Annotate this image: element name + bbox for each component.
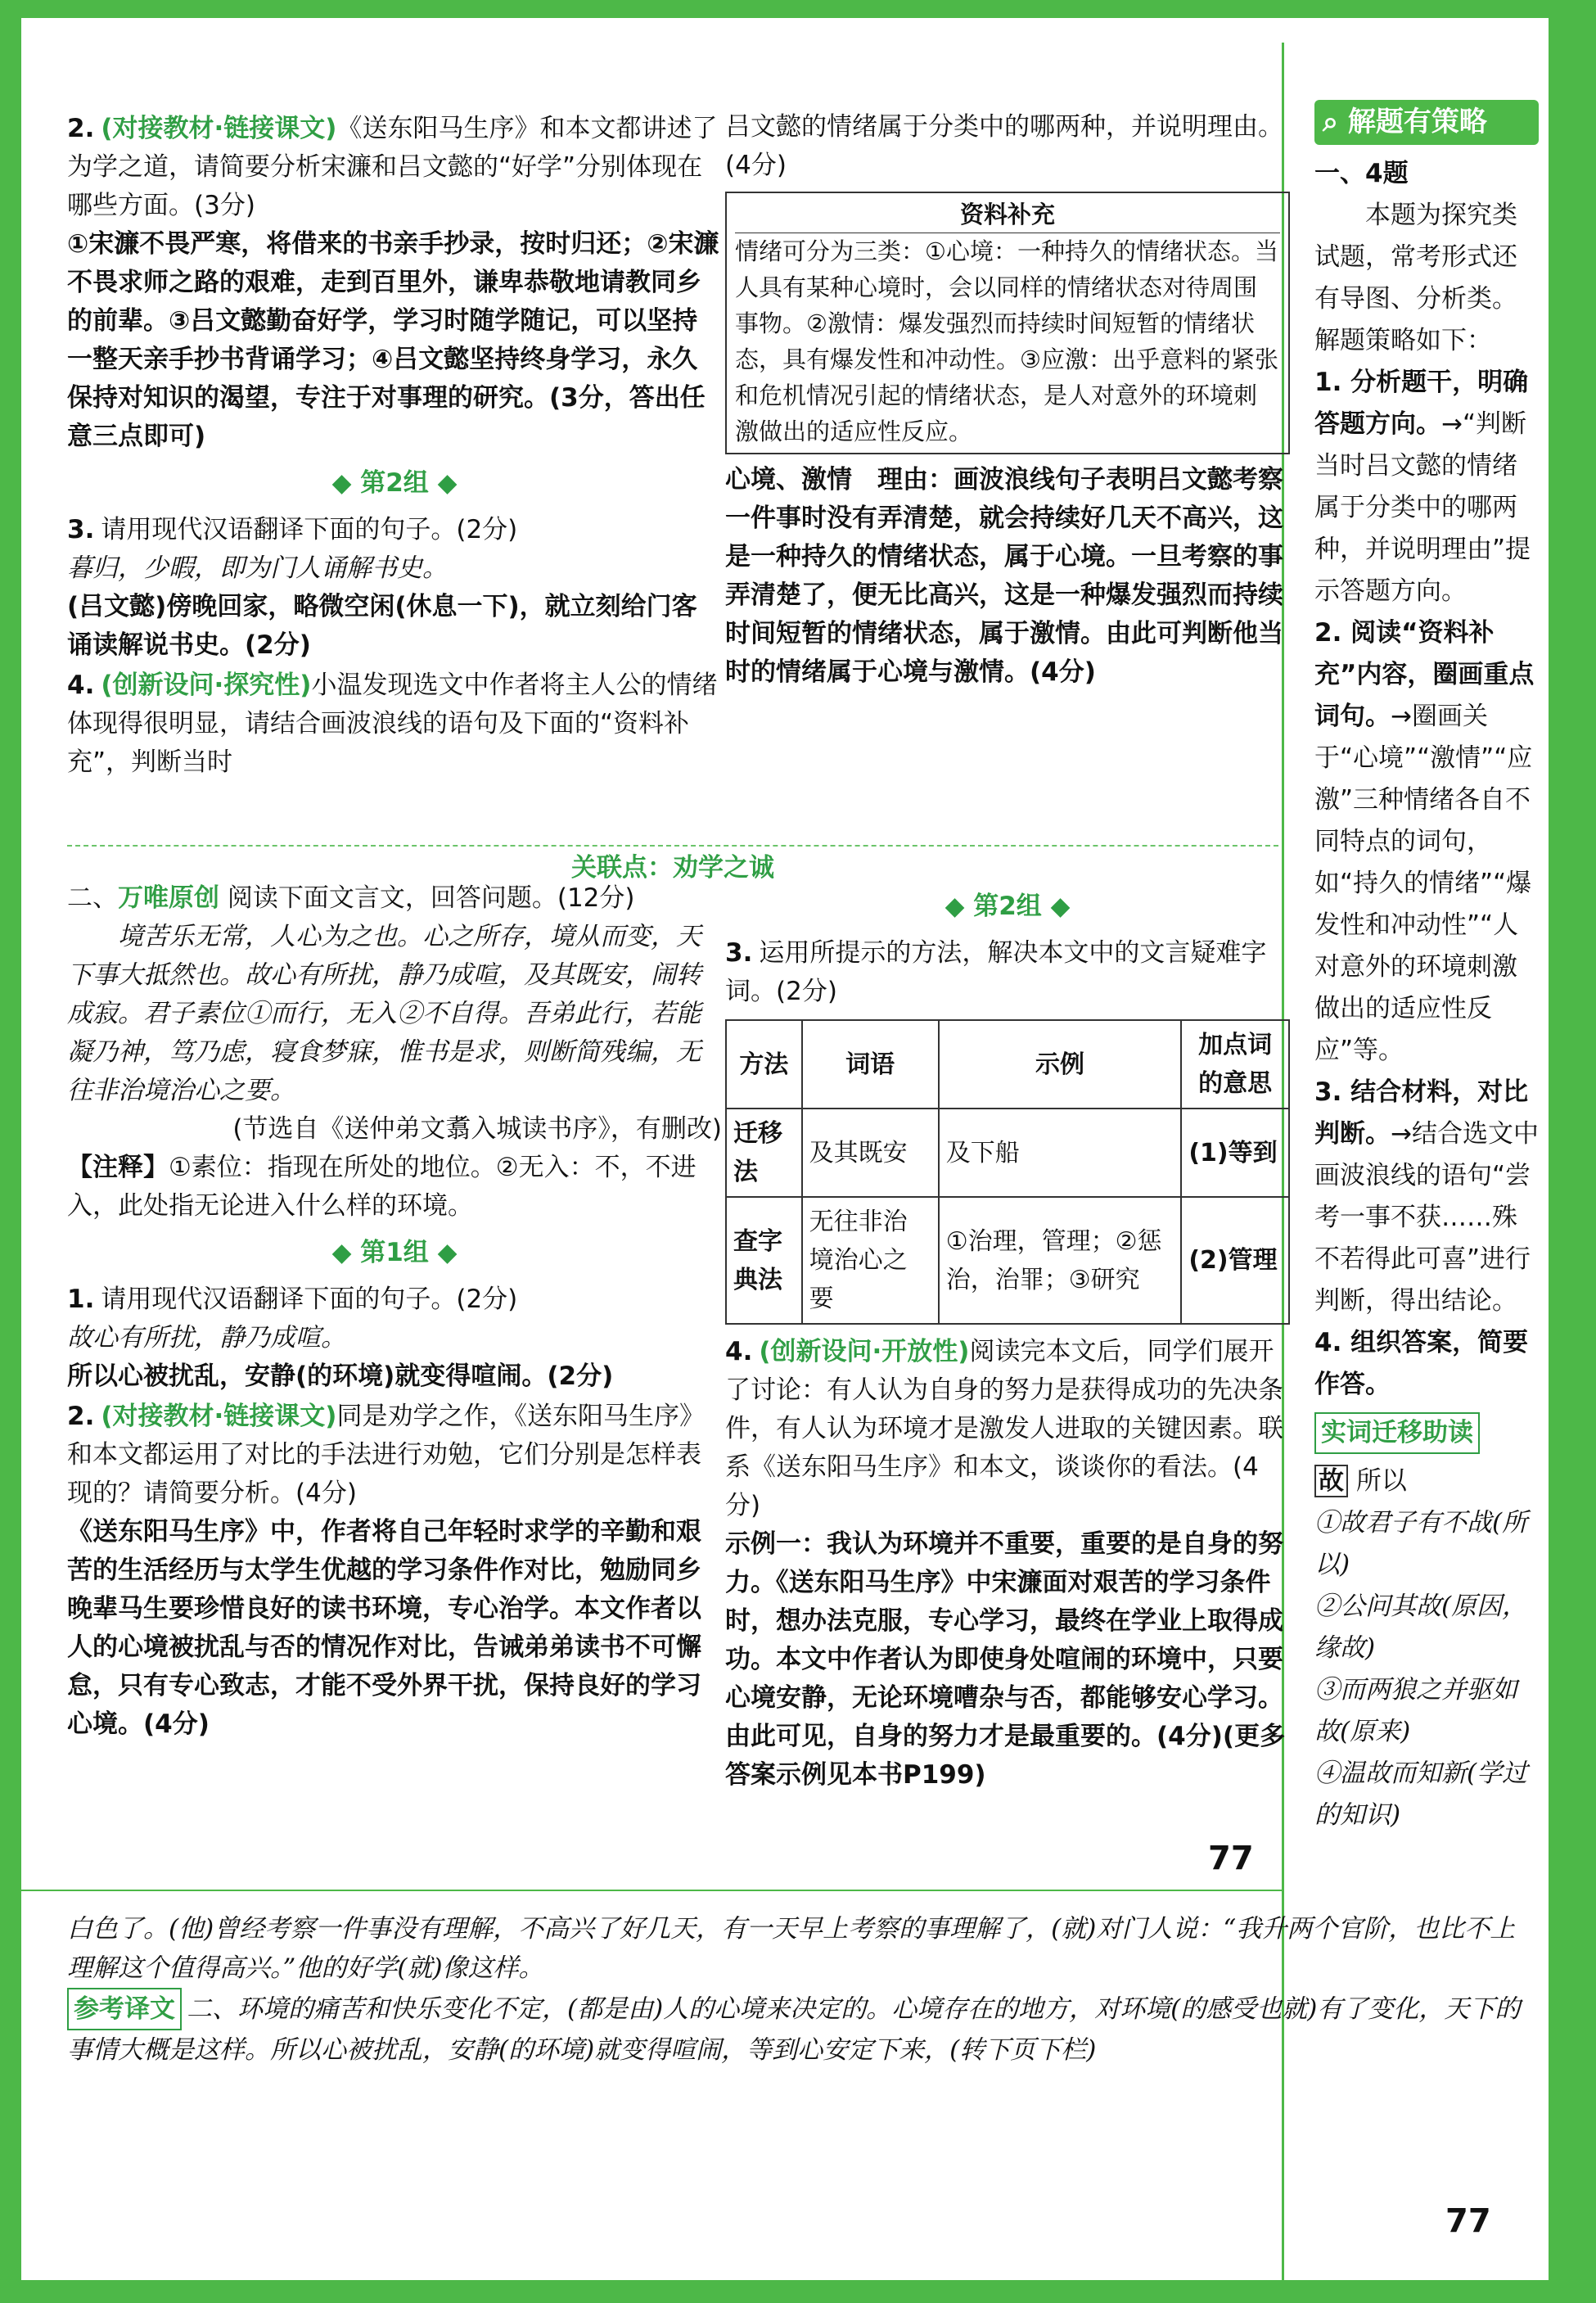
question-3 xyxy=(67,511,722,549)
question-tag: (创新设问·探究性) xyxy=(101,671,312,700)
notes-label: 【注释】 xyxy=(67,1153,169,1182)
step-title: 3. 结合材料，对比判断。 xyxy=(1314,1077,1529,1149)
g2-question-4 xyxy=(725,1333,1290,1525)
page-number: 77 xyxy=(1445,2202,1491,2240)
source-sentence: 暮归，少暇，即为门人诵解书史。 xyxy=(67,553,448,583)
middle-column-upper xyxy=(725,108,1290,692)
strategy-step-1 xyxy=(1314,362,1539,612)
question-4 xyxy=(67,666,722,782)
translation-line-1: 白色了。(他)曾经考察一件事没有理解，不高兴了好几天，有一天早上考察的事理解了，(就)对门人说：“我升两个官阶，也比不上理解这个值得高兴。”他的好学(就)像这样。 xyxy=(67,1914,1516,1983)
relate-point-bar: 关联点：劝学之诚 xyxy=(67,845,1278,883)
gu-meaning: 所以 xyxy=(1355,1466,1407,1496)
gu-entry xyxy=(1314,1461,1539,1502)
question-4-continued: 吕文懿的情绪属于分类中的哪两种，并说明理由。(4分) xyxy=(725,112,1283,180)
supplement-title: 资料补充 xyxy=(735,196,1280,233)
question-text: 请用现代汉语翻译下面的句子。(2分) xyxy=(101,1285,518,1314)
group-heading: ◆ 第1组 ◆ xyxy=(331,1238,458,1267)
section-2-heading xyxy=(67,879,722,918)
gu-example-1: ①故君子有不战(所以) xyxy=(1314,1508,1528,1579)
question-text: 运用所提示的方法，解决本文中的文言疑难字词。(2分) xyxy=(725,938,1267,1006)
left-column xyxy=(67,108,722,782)
middle-column-lower xyxy=(725,879,1290,1795)
question-number: 3. xyxy=(725,938,753,968)
section-label: 二、 xyxy=(67,883,118,913)
group-label: 第1组 xyxy=(360,1238,429,1267)
table-header: 方法 xyxy=(726,1020,802,1109)
notes xyxy=(67,1149,722,1226)
strategy-sidebar xyxy=(1314,100,1539,1836)
group-label: 第2组 xyxy=(973,892,1042,921)
table-cell: 及下船 xyxy=(939,1109,1182,1197)
table-cell: 迁移法 xyxy=(726,1109,802,1197)
question-number: 3. xyxy=(67,515,95,544)
strategy-step-3 xyxy=(1314,1072,1539,1322)
gu-example-4: ④温故而知新(学过的知识) xyxy=(1314,1759,1528,1830)
question-text: 阅读完本文后，同学们展开了讨论：有人认为自身的努力是获得成功的先决条件，有人认为环境才是激发人进取的关键因素。联系《送东阳马生序》和本文，谈谈你的看法。(4分) xyxy=(725,1337,1283,1520)
translation-text: 二、环境的痛苦和快乐变化不定，(都是由)人的心境来决定的。心境存在的地方，对环境(的感受也就)有了变化，天下的事情大概是这样。所以心被扰乱，安静(的环境)就变得喧闹，等到心安定下来，(转下页下栏) xyxy=(67,1994,1521,2065)
question-tag: (对接教材·链接课文) xyxy=(101,114,337,143)
answer-4: 心境、激情 理由：画波浪线句子表明吕文懿考察一件事时没有弄清楚，就会持续好几天不高兴，这是一种持久的情绪状态，属于心境。一旦考察的事弄清楚了，便无比高兴，这是一种爆发强烈而持续时间短暂的情绪状态，属于激情。由此可判断他当时的情绪属于心境与激情。(4分) xyxy=(725,465,1283,687)
inner-page-number: 77 xyxy=(1208,1840,1254,1877)
vocab-table xyxy=(725,1019,1290,1325)
question-text: 小温发现选文中作者将主人公的情绪体现得很明显，请结合画波浪线的语句及下面的“资料补充”，判断当时 xyxy=(67,671,718,777)
step-title: 1. 分析题干，明确答题方向。 xyxy=(1314,368,1529,439)
g2-question-3 xyxy=(725,934,1290,1011)
strategy-step-2 xyxy=(1314,612,1539,1072)
table-header: 词语 xyxy=(802,1020,939,1109)
step-title: 2. 阅读“资料补充”内容，圈画重点词句。 xyxy=(1314,618,1535,731)
gu-character: 故 xyxy=(1314,1465,1348,1497)
table-cell: 查字典法 xyxy=(726,1197,802,1324)
bottom-green-border xyxy=(0,2280,1596,2303)
strategy-intro: 本题为探究类试题，常考形式还有导图、分析类。解题策略如下： xyxy=(1314,201,1517,355)
step-text: →结合选文中画波浪线的语句“尝考一事不获……殊不若得此可喜”进行判断，得出结论。 xyxy=(1314,1119,1539,1316)
original-badge: 万唯原创 xyxy=(118,883,219,913)
question-text: 同是劝学之作，《送东阳马生序》和本文都运用了对比的手法进行劝勉，它们分别是怎样表现的？请简要分析。(4分) xyxy=(67,1402,705,1508)
strategy-heading xyxy=(1314,100,1539,145)
g1-question-2 xyxy=(67,1398,722,1513)
section-instructions: 阅读下面文言文，回答问题。(12分) xyxy=(227,883,635,913)
table-row xyxy=(726,1197,1289,1324)
group-heading: ◆ 第2组 ◆ xyxy=(331,468,458,498)
search-icon: ⌕ xyxy=(1323,106,1339,138)
table-header-row xyxy=(726,1020,1289,1109)
g1-question-1 xyxy=(67,1280,722,1319)
answer-2: ①宋濂不畏严寒，将借来的书亲手抄录，按时归还；②宋濂不畏求师之路的艰难，走到百里外，谦卑恭敬地请教同乡的前辈。③吕文懿勤奋好学，学习时随学随记，可以坚持一整天亲手抄书背诵学习；④吕文懿坚持终身学习，永久保持对知识的渴望，专注于对事理的研究。(3分，答出任意三点即可) xyxy=(67,229,719,451)
step-text: →“判断当时吕文懿的情绪属于分类中的哪两种，并说明理由”提示答题方向。 xyxy=(1314,409,1531,606)
table-row xyxy=(726,1109,1289,1197)
reference-label: 参考译文 xyxy=(67,1988,182,2030)
footer-rule xyxy=(21,1890,1282,1891)
table-cell: ①治理，管理；②惩治，治罪；③研究 xyxy=(939,1197,1182,1324)
g1-answer-2: 《送东阳马生序》中，作者将自己年轻时求学的辛勤和艰苦的生活经历与太学生优越的学习条件作对比，勉励同乡晚辈马生要珍惜良好的读书环境，专心治学。本文作者以人的心境被扰乱与否的情况作对比，告诫弟弟读书不可懈怠，只有专心致志，才能不受外界干扰，保持良好的学习心境。(4分) xyxy=(67,1517,701,1739)
question-text: 请用现代汉语翻译下面的句子。(2分) xyxy=(101,515,518,544)
answer-3: (吕文懿)傍晚回家，略微空闲(休息一下)，就立刻给门客诵读解说书史。(2分) xyxy=(67,592,697,660)
reference-translation xyxy=(67,1909,1524,2070)
classical-passage: 境苦乐无常，人心为之也。心之所存，境从而变，天下事大抵然也。故心有所扰，静乃成喧，及其既安，闹转成寂。君子素位①而行，无入②不自得。吾弟此行，若能凝乃神，笃乃虑，寝食梦寐，惟书是求，则断简残编，无往非治境治心之要。 xyxy=(67,922,701,1105)
table-cell: (1)等到 xyxy=(1181,1109,1289,1197)
page xyxy=(21,18,1549,2280)
left-column-lower xyxy=(67,879,722,1744)
strategy-heading-text: 解题有策略 xyxy=(1347,106,1487,138)
g1-answer-1: 所以心被扰乱，安静(的环境)就变得喧闹。(2分) xyxy=(67,1361,614,1391)
question-number: 4. xyxy=(67,671,95,700)
question-2 xyxy=(67,110,722,225)
question-number: 2. xyxy=(67,1402,95,1431)
question-tag: (创新设问·开放性) xyxy=(759,1337,970,1366)
table-header: 示例 xyxy=(939,1020,1182,1109)
supplement-box xyxy=(725,192,1290,454)
vocab-transfer-tag: 实词迁移助读 xyxy=(1314,1412,1480,1454)
question-number: 4. xyxy=(725,1337,753,1366)
top-green-border xyxy=(0,0,1596,18)
table-cell: 及其既安 xyxy=(802,1109,939,1197)
gu-example-2: ②公问其故(原因，缘故) xyxy=(1314,1592,1528,1663)
right-green-border xyxy=(1549,0,1596,2303)
left-green-border xyxy=(0,0,21,2303)
strategy-step-4: 4. 组织答案，简要作答。 xyxy=(1314,1328,1529,1399)
passage-source: (节选自《送仲弟文翥入城读书序》，有删改) xyxy=(232,1114,722,1144)
strategy-sub: 一、4题 xyxy=(1314,159,1409,188)
question-text: 《送东阳马生序》和本文都讲述了为学之道，请简要分析宋濂和吕文懿的“好学”分别体现在哪些方面。(3分) xyxy=(67,114,718,220)
question-number: 1. xyxy=(67,1285,95,1314)
question-tag: (对接教材·链接课文) xyxy=(101,1402,337,1431)
gu-example-3: ③而两狼之并驱如故(原来) xyxy=(1314,1675,1517,1746)
translation-line-2 xyxy=(67,1988,1524,2070)
question-number: 2. xyxy=(67,114,95,143)
table-header: 加点词的意思 xyxy=(1181,1020,1289,1109)
step-text: →圈画关于“心境”“激情”“应激”三种情绪各自不同特点的词句，如“持久的情绪”“爆发性和冲动性”“人对意外的环境刺激做出的适应性反应”等。 xyxy=(1314,702,1533,1065)
table-cell: 无往非治境治心之要 xyxy=(802,1197,939,1324)
g2-answer-4: 示例一：我认为环境并不重要，重要的是自身的努力。《送东阳马生序》中宋濂面对艰苦的学习条件时，想办法克服，专心学习，最终在学业上取得成功。本文中作者认为即使身处喧闹的环境中，只要心境安静，无论环境嘈杂与否，都能够安心学习。由此可见，自身的努力才是最重要的。(4分)(更多答案示例见本书P199) xyxy=(725,1529,1286,1790)
notes-text: ①素位：指现在所处的地位。②无入：不，不进入，此处指无论进入什么样的环境。 xyxy=(67,1153,697,1221)
supplement-text: 情绪可分为三类：①心境：一种持久的情绪状态。当人具有某种心境时，会以同样的情绪状态对待周围事物。②激情：爆发强烈而持续时间短暂的情绪状态，具有爆发性和冲动性。③应激：出乎意料的紧张和危机情况引起的情绪状态，是人对意外的环境刺激做出的适应性反应。 xyxy=(735,237,1278,445)
group-label: 第2组 xyxy=(360,468,429,498)
source-sentence: 故心有所扰，静乃成喧。 xyxy=(67,1323,346,1352)
table-cell: (2)管理 xyxy=(1181,1197,1289,1324)
group-heading: ◆ 第2组 ◆ xyxy=(945,892,1071,921)
